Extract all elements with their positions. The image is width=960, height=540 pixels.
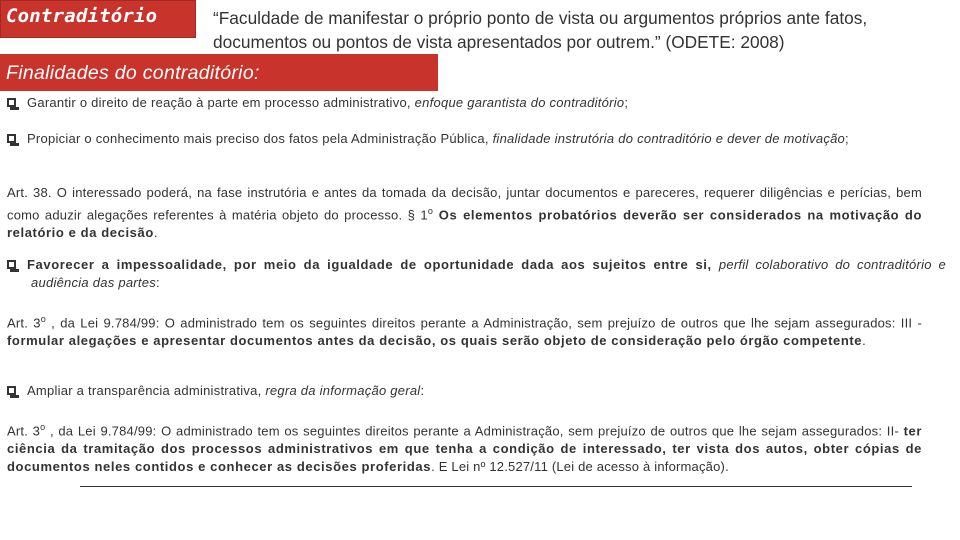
bullet-3-emphasis: perfil colaborativo do contraditório e audiência das partes	[31, 257, 946, 290]
art3a-sup: o	[40, 314, 46, 324]
checkbox-bullet-icon	[7, 386, 16, 395]
section-title: Finalidades do contraditório:	[6, 62, 260, 84]
checkbox-bullet-icon	[7, 98, 16, 107]
bullet-2-emphasis: finalidade instrutória do contraditório e dever de motivação	[492, 131, 846, 146]
bullet-1-emphasis: enfoque garantista do contraditório	[414, 95, 625, 110]
art38-text: Art. 38. O interessado poderá, na fase instrutória e antes da tomada da decisão, juntar documentos e pareceres, requerer diligências e perícias, bem como aduzir alegações referentes à matéria objeto do processo. § 1	[7, 185, 922, 223]
checkbox-bullet-icon	[7, 260, 16, 269]
bullet-2-end: ;	[845, 131, 849, 146]
art3a-end: .	[862, 333, 866, 349]
art3a-emphasis: formular alegações e apresentar documentos antes da decisão, os quais serão objeto de consideração pelo órgão competente	[7, 333, 863, 349]
bullet-1-end: ;	[624, 95, 629, 110]
bullet-1-text: Garantir o direito de reação à parte em processo administrativo,	[27, 95, 415, 110]
bullet-item-4	[7, 382, 946, 400]
art3b-sup: o	[40, 422, 46, 432]
art3b-end: . E Lei nº 12.527/11 (Lei de acesso à informação).	[431, 459, 729, 475]
art3b-emphasis: ter ciência da tramitação dos processos administrativos em que tenha a condição de interessado, ter vista dos autos, obter cópias de documentos neles contidos e conhecer as decisões proferidas	[7, 423, 922, 475]
bullet-3-end: :	[155, 275, 160, 290]
article-3-ii-paragraph	[7, 418, 922, 476]
definition-quote: “Faculdade de manifestar o próprio ponto de vista ou argumentos próprios ante fatos, documentos ou pontos de vista apresentados por outrem.” (ODETE: 2008)	[213, 8, 868, 52]
bullet-item-1	[7, 94, 946, 112]
art38-emphasis: Os elementos probatórios deverão ser considerados na motivação do relatório e da decisão	[7, 207, 923, 241]
article-3-iii-paragraph	[7, 310, 922, 350]
bullet-4-emphasis: regra da informação geral	[265, 383, 421, 398]
art3b-text-2: , da Lei 9.784/99: O administrado tem os seguintes direitos perante a Administração, sem prejuízo de outros que lhe sejam assegurados: II-	[45, 423, 904, 439]
checkbox-bullet-icon	[7, 134, 16, 143]
bullet-item-2	[7, 130, 946, 148]
art38-sup: o	[427, 206, 434, 216]
bullet-4-text: Ampliar a transparência administrativa,	[27, 383, 266, 398]
bullet-3-text: Favorecer a impessoalidade, por meio da igualdade de oportunidade dada aos sujeitos entre si,	[27, 257, 719, 272]
art3a-text-2: , da Lei 9.784/99: O administrado tem os seguintes direitos perante a Administração, sem prejuízo de outros que lhe sejam assegurados: III -	[45, 315, 922, 331]
bullet-item-3	[7, 256, 946, 292]
art3b-text-1: Art. 3	[7, 423, 41, 439]
article-38-paragraph	[7, 184, 922, 242]
bullet-4-end: :	[420, 383, 425, 398]
bullet-2-text: Propiciar o conhecimento mais preciso dos fatos pela Administração Pública,	[27, 131, 493, 146]
slide-title: Contraditório	[6, 5, 158, 27]
art38-end: .	[153, 225, 158, 241]
divider-line	[80, 486, 912, 487]
art3a-text-1: Art. 3	[7, 315, 41, 331]
